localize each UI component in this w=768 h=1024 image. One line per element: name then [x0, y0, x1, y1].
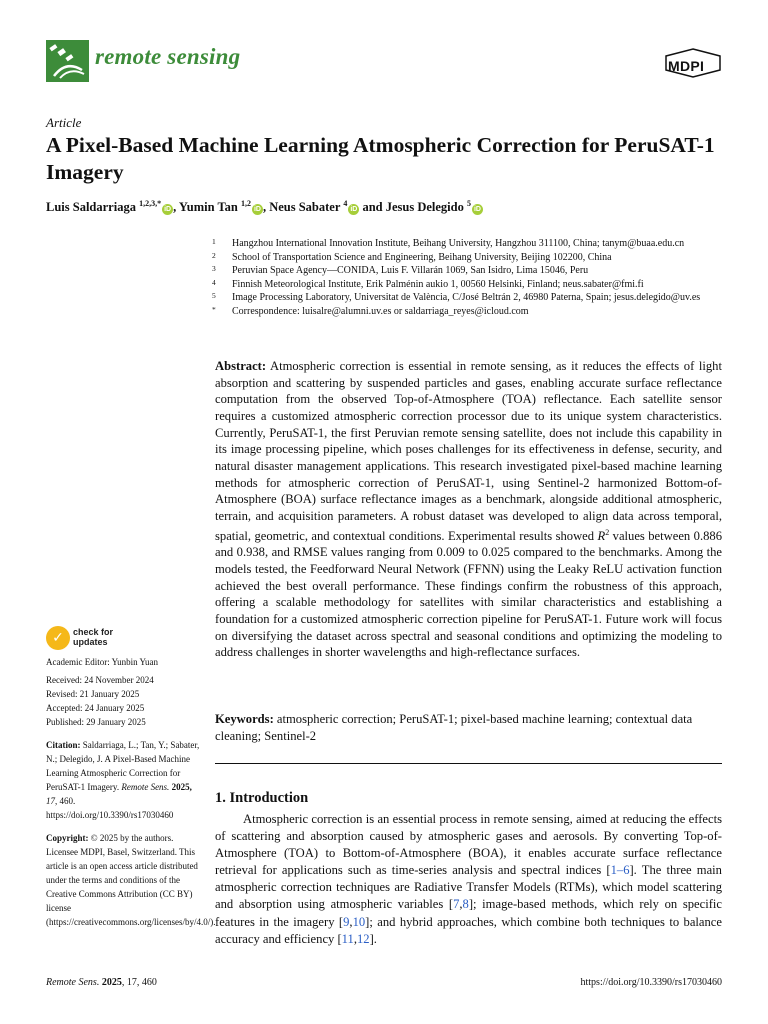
reference-link[interactable]: 6: [623, 863, 630, 878]
abstract-label: Abstract:: [215, 359, 267, 373]
mdpi-logo-text: MDPI: [668, 58, 705, 74]
citation-block: Citation: Saldarriaga, L.; Tan, Y.; Sabater, N.; Delegido, J. A Pixel-Based Machine Learning Atmospheric Correction for PeruSAT-1 Imagery. Remote Sens. 2025, 17, 460. https://doi.org/10.3390/rs17030460: [46, 740, 200, 820]
author-name[interactable]: Yumin Tan: [178, 200, 238, 215]
author-affiliation-marker: 1,2,3,*: [139, 199, 162, 208]
orcid-icon[interactable]: iD: [253, 206, 261, 214]
footer-journal-ref: Remote Sens. 2025, 17, 460: [46, 977, 157, 988]
revised-date: Revised: 21 January 2025: [46, 689, 140, 699]
orcid-icon[interactable]: iD: [473, 206, 481, 214]
section-divider: [215, 763, 722, 764]
reference-link[interactable]: 10: [352, 914, 366, 929]
affiliation-item: 1 Hangzhou International Innovation Institute, Beihang University, Hangzhou 311100, China; tanym@buaa.edu.cn: [212, 237, 685, 249]
keywords-label: Keywords:: [215, 712, 274, 726]
affiliation-item: 4 Finnish Meteorological Institute, Erik Palménin aukio 1, 00560 Helsinki, Finland; neus.sabater@fmi.fi: [212, 277, 644, 290]
author-name[interactable]: Jesus Delegido: [385, 200, 464, 215]
check-for-updates-icon[interactable]: ✓: [46, 626, 70, 650]
keywords-text: atmospheric correction; PeruSAT-1; pixel-based machine learning; contextual data cleaning; Sentinel-2: [215, 712, 693, 743]
reference-link[interactable]: 7: [453, 897, 460, 912]
intro-paragraph: Atmospheric correction is an essential process in remote sensing, aimed at reducing the effects of scattering and absorption caused by atmospheric gases and aerosols. By converting Top-of-Atmosphere (TOA) to Bottom-of-Atmosphere (BOA), it enables accurate surface reflectance retrieval for applications such as time-series analysis and spectral indices [1–6]. The three main atmospheric correction techniques are Radiative Transfer Models (RTMs), which model scattering and absorption using atmospheric variables [7,8]; image-based methods, which rely on specific features in the imagery [9,10]; and hybrid approaches, which combine both techniques to balance accuracy and efficiency [11,12].: [215, 812, 722, 946]
reference-link[interactable]: 12: [356, 931, 370, 946]
academic-editor: Academic Editor: Yunbin Yuan: [46, 657, 159, 667]
journal-logo-icon: [46, 40, 89, 82]
reference-link[interactable]: 11: [341, 931, 354, 946]
abstract: [215, 358, 722, 661]
reference-link[interactable]: 9: [343, 914, 350, 929]
orcid-icon[interactable]: iD: [350, 206, 358, 214]
received-date: Received: 24 November 2024: [46, 675, 154, 685]
mdpi-logo: [664, 48, 722, 78]
copyright-block: Copyright: © 2025 by the authors. Licensee MDPI, Basel, Switzerland. This article is an open access article distributed under the terms and conditions of the Creative Commons Attribution (CC BY) license (https://creativecommons.org/licenses/by/4.0/).: [46, 833, 216, 927]
journal-name: remote sensing: [95, 44, 241, 69]
author-affiliation-marker: 1,2: [240, 199, 251, 208]
article-type: Article: [46, 115, 82, 130]
orcid-icon[interactable]: iD: [164, 206, 172, 214]
published-date: Published: 29 January 2025: [46, 717, 146, 727]
check-for-updates-button[interactable]: check for updates: [73, 627, 114, 647]
author-name[interactable]: Luis Saldarriaga: [46, 200, 136, 215]
affiliation-item: 2 School of Transportation Science and Engineering, Beihang University, Beijing 102200, China: [212, 250, 612, 263]
accepted-date: Accepted: 24 January 2025: [46, 703, 145, 713]
author-affiliation-marker: 4: [343, 199, 348, 208]
correspondence: * Correspondence: luisalre@alumni.uv.es or saldarriaga_reyes@icloud.com: [212, 304, 529, 317]
affiliation-item: 3 Peruvian Space Agency—CONIDA, Luis F. Villarán 1069, San Isidro, Lima 15046, Peru: [212, 264, 589, 277]
article-title: A Pixel-Based Machine Learning Atmospheric Correction for PeruSAT-1 Imagery: [46, 133, 715, 184]
r2-superscript: 2: [605, 527, 610, 537]
author-affiliation-marker: 5: [466, 199, 471, 208]
section-heading: 1. Introduction: [215, 790, 309, 806]
author-list: Luis Saldarriaga $^{1,2,3,*}$iD , Yumin Tan $^{1,2}$iD , Neus Sabater $^4$iD and Jesus Delegido $^5$iD: [46, 199, 481, 215]
abstract-text-part2: values between 0.886 and 0.938, and RMSE values ranging from 0.009 to 0.025 compared to the benchmarks. Among the models tested, the Feedforward Neural Network (FFNN) using the Leaky ReLU activation function achieved the best overall performance. These findings confirm the robustness of this approach, offering a scalable methodology for satellites with similar characteristics and establishing a foundation for a customized atmospheric correction pipeline for PeruSAT-1. Future work will focus on diversifying the dataset across spectral and seasonal conditions and optimizing the modeling to address challenges in shorter wavelengths and high-reflectance surfaces.: [215, 528, 722, 660]
affiliations: [212, 237, 722, 319]
affiliation-item: 5 Image Processing Laboratory, Universitat de València, C/José Beltrán 2, 46980 Paterna, Spain; jesus.delegido@uv.es: [212, 291, 701, 304]
author-name[interactable]: Neus Sabater: [269, 200, 341, 215]
citation-doi[interactable]: , 460. https://doi.org/10.3390/rs17030460: [46, 796, 174, 820]
abstract-text-part1: Atmospheric correction is essential in remote sensing, as it reduces the effects of light absorption and scattering by suspended particles and gases, enabling accurate surface reflectance computation from the observed Top-of-Atmosphere (TOA) reflectance. Each satellite sensor requires a customized atmospheric correction processor due to its unique system characteristics. Currently, PeruSAT-1, the first Peruvian remote sensing satellite, does not include this capability in its image processing pipeline, which poses challenges for its effectiveness in defense, security, and natural disaster management applications. This research investigated pixel-based machine learning methods for atmospheric correction of PeruSAT-1, using Sentinel-2 harmonized Bottom-of-Atmosphere (BOA) surface reflectance images as a benchmark, alongside additional atmospheric, terrain, and acquisition parameters. A robust dataset was developed to align data across temporal, spatial, geometric, and contextual conditions. Experimental results showed: [215, 359, 722, 543]
reference-link[interactable]: 8: [462, 897, 469, 912]
keywords: [215, 711, 722, 744]
r2-symbol: R: [597, 528, 606, 543]
footer-doi-link[interactable]: https://doi.org/10.3390/rs17030460: [580, 977, 722, 988]
citation-label: Citation:: [46, 740, 81, 750]
reference-link[interactable]: 1: [610, 863, 617, 878]
copyright-label: Copyright:: [46, 833, 89, 843]
publication-dates: [46, 673, 206, 729]
